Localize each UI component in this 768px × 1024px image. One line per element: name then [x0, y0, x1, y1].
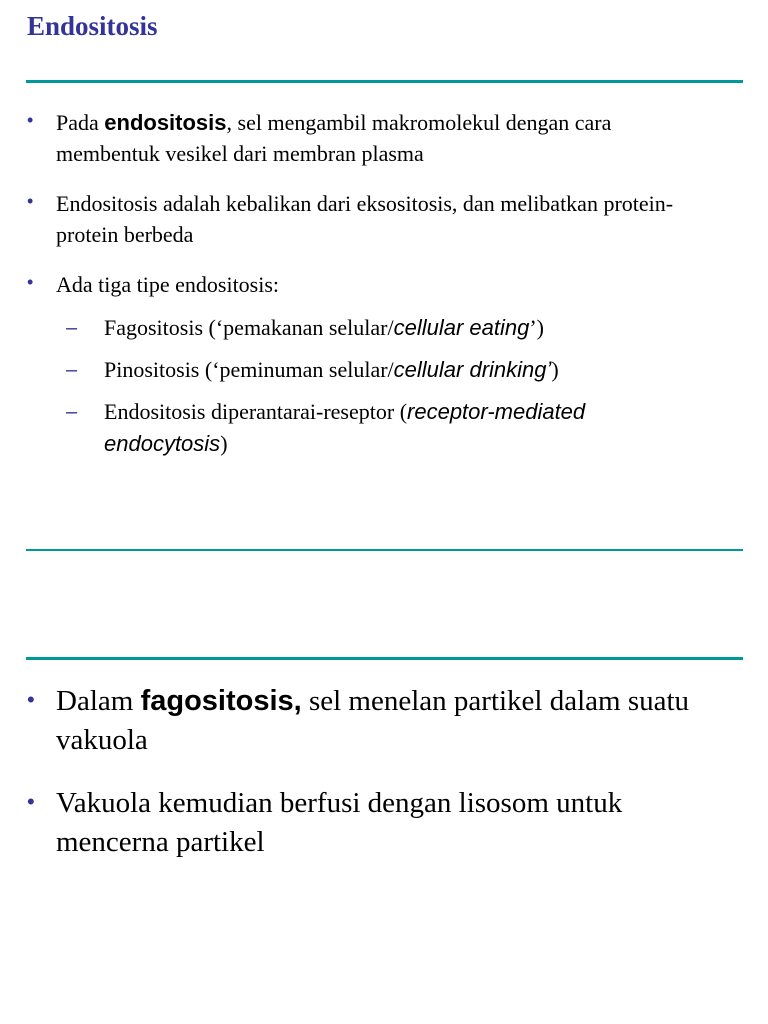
sub-text-pre: Endositosis diperantarai-reseptor ( — [104, 399, 408, 424]
dash-icon: – — [66, 401, 78, 423]
bullet-item — [0, 269, 676, 300]
bullet-text-post: , sel mengambil makromolekul dengan cara membentuk vesikel dari membran plasma — [56, 110, 612, 166]
sub-bullet-item — [0, 312, 684, 344]
bullet-text-pre: Pada — [56, 110, 105, 135]
sub-text-post: ’) — [529, 315, 545, 340]
bullet-icon: • — [27, 272, 34, 292]
sub-bullet-list — [0, 312, 684, 470]
bullet-item — [0, 188, 676, 250]
bullet-icon: • — [27, 687, 35, 712]
sub-text-term: receptor-mediated endocytosis — [104, 399, 586, 456]
slide-bottom-divider — [26, 549, 743, 551]
sub-text-post: ) — [220, 431, 228, 456]
slide-top-divider — [26, 657, 743, 660]
title-divider — [26, 80, 743, 83]
bullet-text: Vakuola kemudian berfusi dengan lisosom untuk mencerna partikel — [56, 787, 623, 858]
dash-icon: – — [66, 359, 78, 381]
sub-text-pre: Fagositosis (‘pemakanan selular/ — [104, 315, 394, 340]
bullet-item — [0, 784, 716, 862]
bullet-text: Endositosis adalah kebalikan dari eksositosis, dan melibatkan protein-protein berbeda — [56, 191, 674, 247]
bullet-icon: • — [27, 789, 35, 814]
bullet-item — [0, 107, 676, 169]
slide-title: Endositosis — [27, 11, 158, 41]
sub-text-term: cellular eating — [393, 315, 530, 340]
sub-text-post: ) — [551, 357, 559, 382]
bullet-term: endositosis — [104, 110, 227, 135]
bullet-term: fagositosis, — [140, 685, 302, 717]
sub-bullet-item — [0, 354, 684, 386]
sub-text-term: cellular drinking’ — [393, 357, 552, 382]
sub-bullet-item — [0, 396, 684, 460]
bullet-icon: • — [27, 191, 34, 211]
bullet-icon: • — [27, 110, 34, 130]
bullet-list — [0, 682, 716, 886]
sub-text-pre: Pinositosis (‘peminuman selular/ — [104, 357, 394, 382]
bullet-text-post: sel menelan partikel dalam suatu vakuola — [56, 685, 690, 756]
bullet-list — [0, 107, 676, 306]
bullet-text: Ada tiga tipe endositosis: — [56, 272, 280, 297]
dash-icon: – — [66, 317, 78, 339]
bullet-text-pre: Dalam — [56, 685, 141, 717]
bullet-item — [0, 682, 716, 760]
